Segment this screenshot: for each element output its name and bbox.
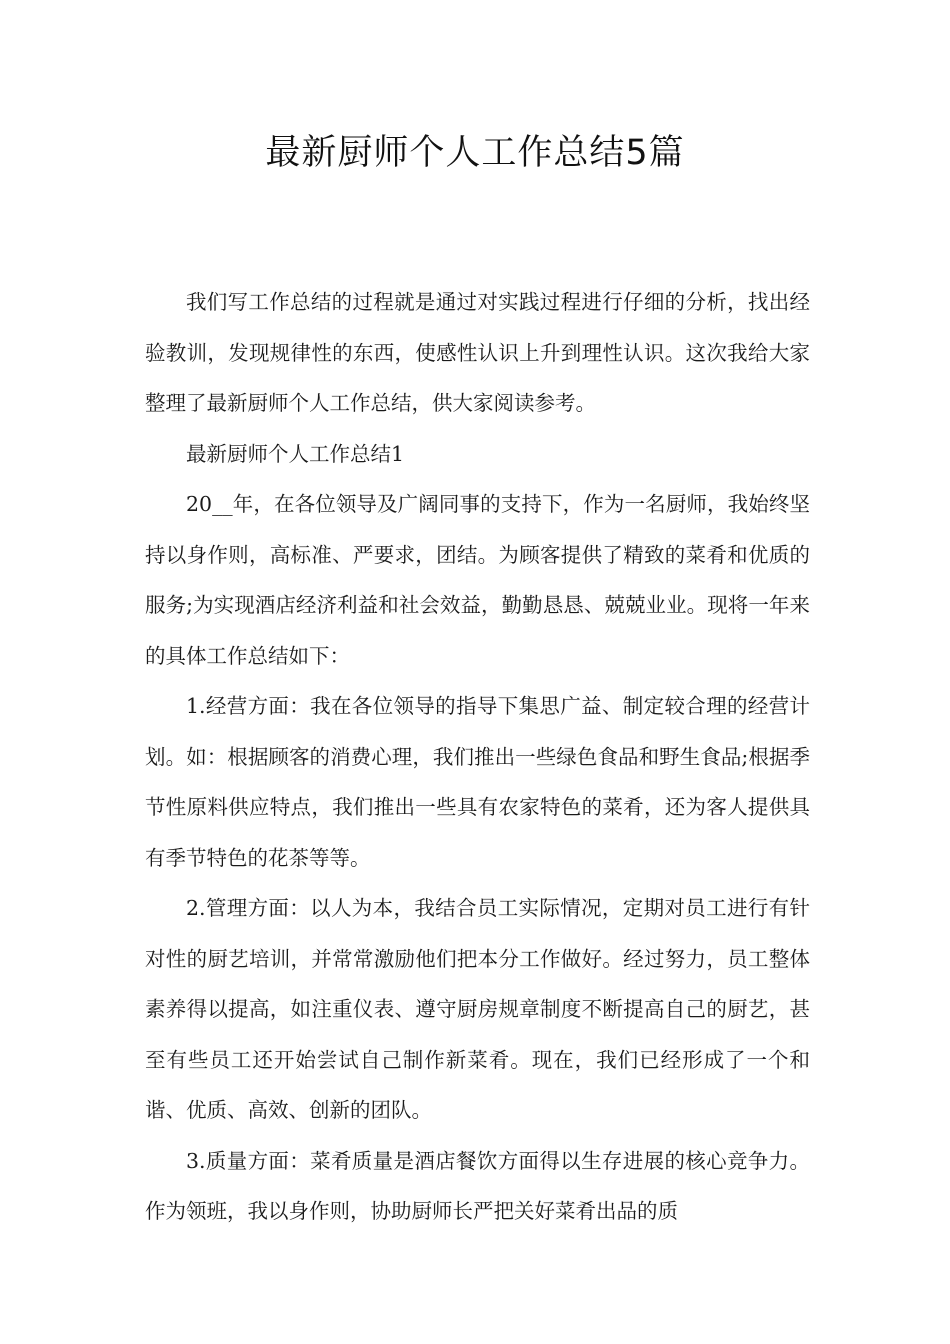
list-item-quality: 3.质量方面：菜肴质量是酒店餐饮方面得以生存进展的核心竞争力。作为领班，我以身作则，协助厨师长严把关好菜肴出品的质 <box>145 1148 810 1223</box>
list-item-operations: 1.经营方面：我在各位领导的指导下集思广益、制定较合理的经营计划。如：根据顾客的消费心理，我们推出一些绿色食品和野生食品;根据季节性原料供应特点，我们推出一些具有农家特色的菜肴，还为客人提供具有季节特色的花茶等等。 <box>145 694 810 870</box>
list-item-management: 2.管理方面：以人为本，我结合员工实际情况，定期对员工进行有针对性的厨艺培训，并常常激励他们把本分工作做好。经过努力，员工整体素养得以提高，如注重仪表、遵守厨房规章制度不断提高自己的厨艺，甚至有些员工还开始尝试自己制作新菜肴。现在，我们已经形成了一个和谐、优质、高效、创新的团队。 <box>145 896 810 1122</box>
section-heading: 最新厨师个人工作总结1 <box>186 441 405 466</box>
body-paragraph: 20__年，在各位领导及广阔同事的支持下，作为一名厨师，我始终坚持以身作则，高标准、严要求，团结。为顾客提供了精致的菜肴和优质的服务;为实现酒店经济利益和社会效益，勤勤恳恳、兢兢业业。现将一年来的具体工作总结如下： <box>145 492 810 668</box>
document-body <box>145 277 810 1237</box>
intro-paragraph: 我们写工作总结的过程就是通过对实践过程进行仔细的分析，找出经验教训，发现规律性的东西，使感性认识上升到理性认识。这次我给大家整理了最新厨师个人工作总结，供大家阅读参考。 <box>145 290 810 415</box>
document-title: 最新厨师个人工作总结5篇 <box>265 133 685 173</box>
